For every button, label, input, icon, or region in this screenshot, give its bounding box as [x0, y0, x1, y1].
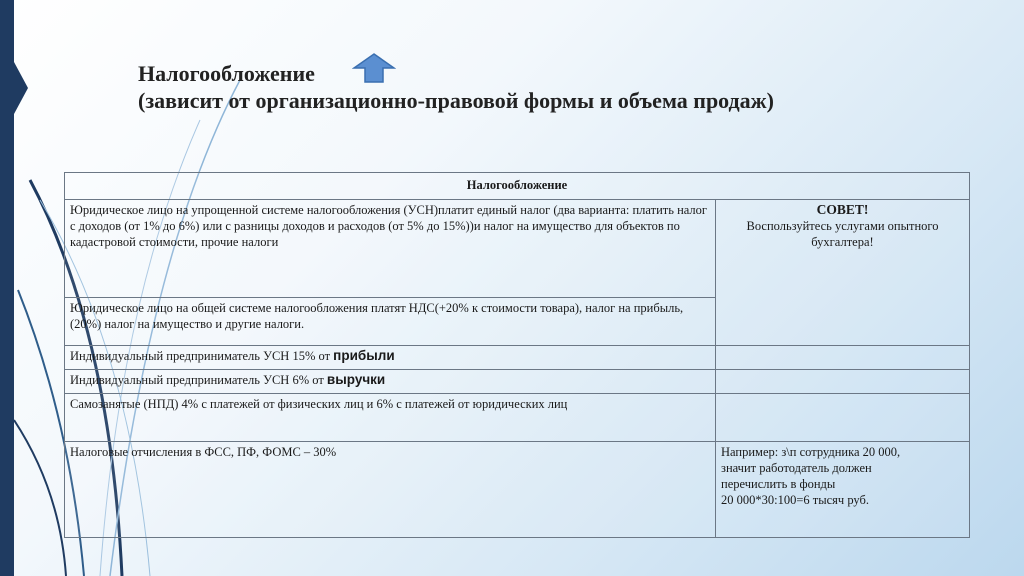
row-contributions-text: Налоговые отчисления в ФСС, ПФ, ФОМС – 30%: [70, 445, 337, 459]
empty-cell: [716, 370, 970, 394]
advice-heading: СОВЕТ!: [816, 202, 869, 217]
example-line-1: Например: з\п сотрудника 20 000,: [721, 445, 901, 459]
row-ip-profit-text: Индивидуальный предприниматель УСН 15% от: [70, 349, 334, 363]
row-ip-revenue-text: Индивидуальный предприниматель УСН 6% от: [70, 373, 327, 387]
up-arrow-icon: [352, 52, 396, 84]
title-line-2: (зависит от организационно-правовой формы и объема продаж): [138, 88, 774, 113]
taxation-table: [64, 172, 970, 538]
example-line-3: перечислить в фонды: [721, 477, 836, 491]
table-row: [65, 394, 716, 442]
advice-body: Воспользуйтесь услугами опытного бухгалтера!: [746, 219, 939, 249]
table-header: Налогообложение: [65, 173, 970, 200]
table-row: [65, 370, 716, 394]
advice-cell: [716, 200, 970, 346]
slide-title: [138, 60, 774, 114]
empty-cell: [716, 346, 970, 370]
table-row: [65, 346, 716, 370]
title-line-1: Налогообложение: [138, 61, 315, 86]
row-usn-legal-text: Юридическое лицо на упрощенной системе налогообложения (УСН)платит единый налог (два варианта: платить налог с доходов (от 1% до 6%) или с разницы доходов и расходов (от 5% до 15%))и налог на имущество для объектов по кадастровой стоимости, прочие налоги: [70, 203, 708, 249]
table-row: [65, 298, 716, 346]
table-row: [65, 200, 716, 298]
example-line-2: значит работодатель должен: [721, 461, 872, 475]
row-ip-profit-emphasis: прибыли: [333, 348, 395, 363]
example-cell: [716, 442, 970, 538]
empty-cell: [716, 394, 970, 442]
row-general-legal-text: Юридическое лицо на общей системе налогообложения платят НДС(+20% к стоимости товара), налог на прибыль,(20%) налог на имущество и другие налоги.: [70, 301, 684, 331]
example-line-4: 20 000*30:100=6 тысяч руб.: [721, 493, 869, 507]
table-row: [65, 442, 716, 538]
row-selfemployed-text: Самозанятые (НПД) 4% с платежей от физических лиц и 6% с платежей от юридических лиц: [70, 397, 568, 411]
row-ip-revenue-emphasis: выручки: [326, 372, 386, 387]
